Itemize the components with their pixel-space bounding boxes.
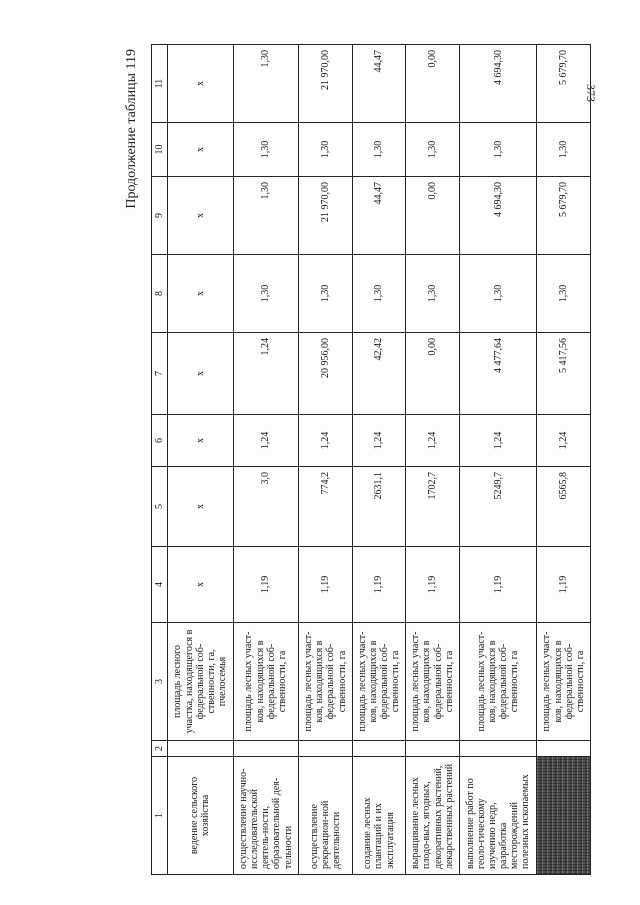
table-cell: 1,30 [299, 123, 353, 177]
table-cell: х [168, 123, 234, 177]
unit-cell: площадь лесных участ-ков, находящихся в федеральной соб-ственности, га [459, 623, 537, 741]
table-cell: 6565,8 [537, 467, 591, 547]
table-cell: 1,30 [537, 255, 591, 333]
table-cell: 1,19 [406, 547, 460, 623]
table-cell [299, 741, 353, 757]
table-cell: 1,30 [299, 255, 353, 333]
table-cell: 1,30 [537, 123, 591, 177]
table-cell: 1,24 [459, 415, 537, 467]
table-cell: 5249,7 [459, 467, 537, 547]
table-cell: х [168, 255, 234, 333]
table-cell: 1,19 [299, 547, 353, 623]
table-cell: 0,00 [406, 333, 460, 415]
table-row [352, 45, 406, 875]
table-row [168, 45, 234, 875]
header-cell: 3 [152, 623, 168, 741]
table-cell: 4 477,64 [459, 333, 537, 415]
table-caption: Продолжение таблицы 119 [124, 49, 139, 209]
table-cell: 1,24 [233, 415, 299, 467]
table-cell: 1,19 [537, 547, 591, 623]
table-row [233, 45, 299, 875]
table-cell: 21 970,00 [299, 177, 353, 255]
table-cell: 1,19 [459, 547, 537, 623]
table-cell: 0,00 [406, 177, 460, 255]
table-cell: 1,30 [233, 177, 299, 255]
header-cell: 2 [152, 741, 168, 757]
table-row [299, 45, 353, 875]
table-cell [459, 741, 537, 757]
unit-cell: площадь лесных участ-ков, находящихся в федеральной соб-ственности, га [352, 623, 406, 741]
table-cell: 1702,7 [406, 467, 460, 547]
header-cell: 10 [152, 123, 168, 177]
table-cell: 1,24 [352, 415, 406, 467]
table-cell: х [168, 333, 234, 415]
table-cell: 1,19 [233, 547, 299, 623]
table-cell: 0,00 [406, 45, 460, 123]
table-cell: 5 679,70 [537, 45, 591, 123]
rotated-page [113, 45, 593, 875]
table-cell [352, 741, 406, 757]
table-cell: х [168, 467, 234, 547]
table-cell: 44,47 [352, 177, 406, 255]
table-row [406, 45, 460, 875]
table-cell: 1,30 [459, 255, 537, 333]
table-cell: 1,24 [233, 333, 299, 415]
table-cell: 1,30 [459, 123, 537, 177]
activity-cell: выполнение работ по геоло-гическому изучению недр, разработка месторождений полезных ископаемых [459, 757, 537, 875]
table-cell: 1,19 [352, 547, 406, 623]
table-cell: 1,24 [299, 415, 353, 467]
unit-cell: площадь лесного участка, находящегося в федеральной соб-ственности, га, пчелосемья [168, 623, 234, 741]
table-cell: 1,24 [537, 415, 591, 467]
table-cell: 2631,1 [352, 467, 406, 547]
unit-cell: площадь лесных участ-ков, находящихся в федеральной соб-ственности, га [233, 623, 299, 741]
header-cell: 5 [152, 467, 168, 547]
redacted-cell [537, 757, 591, 875]
table-cell: 1,30 [352, 123, 406, 177]
table-row [459, 45, 537, 875]
unit-cell: площадь лесных участ-ков, находящихся в федеральной соб-ственности, га [537, 623, 591, 741]
redaction-block [537, 757, 590, 874]
table-cell: 1,24 [406, 415, 460, 467]
table-cell: 3,0 [233, 467, 299, 547]
data-table [151, 44, 591, 875]
unit-cell: площадь лесных участ-ков, находящихся в федеральной соб-ственности, га [299, 623, 353, 741]
table-cell: 1,30 [406, 255, 460, 333]
header-cell: 9 [152, 177, 168, 255]
table-cell: 1,30 [352, 255, 406, 333]
table-cell: 1,30 [233, 255, 299, 333]
table-cell: 5 417,56 [537, 333, 591, 415]
table-cell: 42,42 [352, 333, 406, 415]
table-cell: 4 694,30 [459, 177, 537, 255]
activity-cell: создание лесных плантаций и их эксплуатация [352, 757, 406, 875]
header-cell: 1 [152, 757, 168, 875]
header-cell: 4 [152, 547, 168, 623]
header-row [152, 45, 168, 875]
table-cell: 1,30 [233, 45, 299, 123]
table-cell [537, 741, 591, 757]
page-number: 373 [584, 84, 598, 102]
activity-cell: ведение сельского хозяйства [168, 757, 234, 875]
activity-cell: выращивание лесных плодо-вых, ягодных, декоративных растений, лекарственных растений [406, 757, 460, 875]
table-cell: 1,30 [406, 123, 460, 177]
activity-cell: осуществление рекреацион-ной деятельности [299, 757, 353, 875]
table-cell: 774,2 [299, 467, 353, 547]
header-cell: 8 [152, 255, 168, 333]
activity-cell: осуществление научно-исследовательской деятель-ности, образовательной дея-тельности [233, 757, 299, 875]
header-cell: 7 [152, 333, 168, 415]
table-cell: 5 679,70 [537, 177, 591, 255]
header-cell: 6 [152, 415, 168, 467]
table-cell [233, 741, 299, 757]
table-cell: 44,47 [352, 45, 406, 123]
table-cell: 21 970,00 [299, 45, 353, 123]
table-cell: х [168, 547, 234, 623]
table-cell [406, 741, 460, 757]
table-cell [168, 741, 234, 757]
table-cell: 1,30 [233, 123, 299, 177]
table-cell: х [168, 177, 234, 255]
unit-cell: площадь лесных участ-ков, находящихся в федеральной соб-ственности, га [406, 623, 460, 741]
table-cell: х [168, 45, 234, 123]
table-cell: 20 956,00 [299, 333, 353, 415]
table-cell: 4 694,30 [459, 45, 537, 123]
header-cell: 11 [152, 45, 168, 123]
table-cell: х [168, 415, 234, 467]
table-row [537, 45, 591, 875]
